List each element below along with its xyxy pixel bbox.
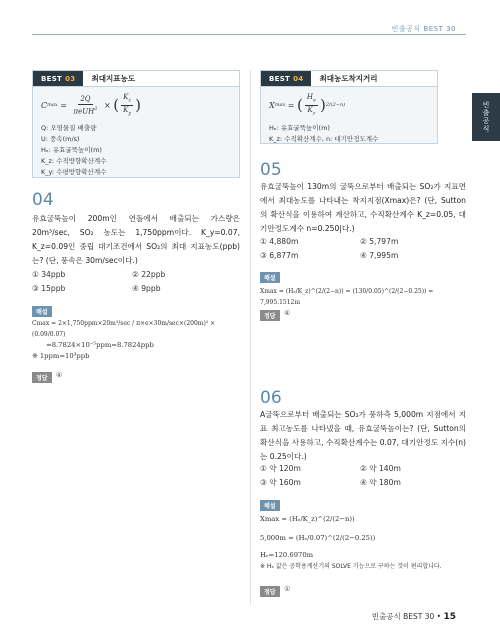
q04-option-3[interactable]: ③ 15ppb (32, 284, 66, 293)
q06-number: 06 (260, 388, 282, 408)
q04-solution (32, 318, 240, 362)
best03-body (33, 87, 239, 184)
best03-formula: C max = $\frac{2Q}{\pi eUH^2}$ × ( $\frac{K_z}{K_y}$ ) (41, 93, 141, 117)
q04-answer-label: 정답 (32, 372, 52, 383)
q06-answer: ① (284, 585, 291, 593)
best04-tag: BEST 04 (261, 71, 311, 86)
page-footer: 빈출공식 BEST 30 • 15 (371, 612, 456, 622)
q06-option-2[interactable]: ② 약 140m (360, 464, 401, 473)
page-number: 15 (443, 612, 456, 622)
side-tab[interactable]: 빈출공식 (472, 93, 500, 141)
best03-tag: BEST 03 (33, 71, 83, 86)
q06-solution-label: 해설 (260, 500, 280, 511)
best04-header (261, 71, 437, 87)
q06-option-1[interactable]: ① 약 120m (260, 464, 301, 473)
q05-option-1[interactable]: ① 4,880m (260, 237, 299, 246)
column-divider (250, 70, 251, 605)
best03-box (32, 70, 240, 178)
running-header: 빈출공식 BEST 30 (391, 25, 456, 33)
q05-solution-label: 해설 (260, 272, 280, 283)
q05-answer-label: 정답 (260, 310, 280, 321)
q05-sol-line1: Xmax = (Hₑ/K_z)^(2/(2−n)) = (130/0.05)^(2/(2−0.25)) = 7,995.1512m (260, 288, 434, 306)
best03-def-3: Hₑ: 유효굴뚝높이(m) (41, 145, 102, 154)
q06-solution (260, 514, 466, 572)
q05-option-3[interactable]: ③ 6,877m (260, 251, 299, 260)
q04-sol-line3: ※ 1ppm=10³ppb (32, 352, 90, 360)
q04-answer: ④ (56, 371, 63, 379)
q05-option-4[interactable]: ④ 7,995m (360, 251, 399, 260)
q04-option-2[interactable]: ② 22ppb (132, 270, 166, 279)
header-rule (32, 34, 466, 35)
q05-number: 05 (260, 160, 282, 180)
q05-solution (260, 286, 466, 308)
q06-option-4[interactable]: ④ 약 180m (360, 478, 401, 487)
best03-header (33, 71, 239, 87)
q06-options (260, 462, 460, 490)
q05-option-2[interactable]: ② 5,797m (360, 237, 399, 246)
q05-text: 유효굴뚝높이 130m의 굴뚝으로부터 배출되는 SO₂가 지표면에서 최대농도를 나타내는 착지지점(Xmax)은? (단, Sutton의 확산식을 이용하여 계산하고, 수직확산계수 K_z=0.05, 대기안정도계수 n=0.250|다.) (260, 182, 466, 233)
best03-def-1: Q: 오염물질 배출량 (41, 123, 97, 132)
q04-sol-line1: Cmax = 2×1,750ppm×20m³/sec / π×e×30m/sec×(200m)² × (0.09/0.07) (32, 320, 216, 338)
best03-title: 최대지표농도 (91, 74, 135, 83)
best04-body (261, 87, 437, 151)
best04-def-2: K_z: 수직확산계수, n: 대기안정도계수 (269, 134, 379, 143)
q04-option-4[interactable]: ④ 9ppb (132, 284, 161, 293)
q05-answer: ④ (284, 309, 291, 317)
q05-options (260, 235, 460, 263)
q04-number: 04 (32, 190, 54, 210)
q06-sol-line2: 5,000m = (Hₑ/0.07)^(2/(2−0.25)) (260, 534, 376, 542)
q04-sol-line2: =8.7824×10⁻⁵ppm=8.7824ppb (46, 341, 154, 349)
best04-title: 최대농도착지거리 (319, 74, 378, 83)
q06-answer-label: 정답 (260, 586, 280, 597)
q06-sol-line3: Hₑ=120.6970m (260, 551, 314, 559)
q06-option-3[interactable]: ③ 약 160m (260, 478, 301, 487)
q04-option-1[interactable]: ① 34ppb (32, 270, 66, 279)
best04-box (260, 70, 438, 144)
best03-def-2: U: 풍속(m/s) (41, 134, 80, 143)
q04-options (32, 268, 232, 296)
best04-def-1: Hₑ: 유효굴뚝높이(m) (269, 123, 330, 132)
q06-text: A굴뚝으로부터 배출되는 SO₂가 풍하측 5,000m 지점에서 지표 최고농도를 나타냈을 때, 유효굴뚝높이는? (단, Sutton의 확산식을 사용하고, 수직확산계수는 0.07, 대기안정도 지수(n)는 0.25이다.) (260, 410, 466, 461)
best04-formula: X max = ( $\frac{H_e}{K_z}$ ) 2/(2−n) (269, 93, 346, 117)
best03-def-4: K_z: 수직방향확산계수 (41, 156, 107, 165)
q06-sol-line4: ※ Hₑ 값은 공학용계산기의 SOLVE 기능으로 구하는 것이 편리합니다. (260, 563, 442, 570)
q04-solution-label: 해설 (32, 306, 52, 317)
best03-def-5: K_y: 수평방향확산계수 (41, 167, 107, 176)
q06-sol-line1: Xmax = (Hₑ/K_z)^(2/(2−n)) (260, 515, 355, 523)
q04-text: 유효굴뚝높이 200m인 연돌에서 배출되는 가스량은 20m³/sec, SO₂ 농도는 1,750ppm이다. K_y=0.07, K_z=0.09인 중립 대기조건에서 SO₂의 최대 지표농도(ppb)는? (단, 풍속은 30m/sec이다.) (32, 214, 240, 265)
